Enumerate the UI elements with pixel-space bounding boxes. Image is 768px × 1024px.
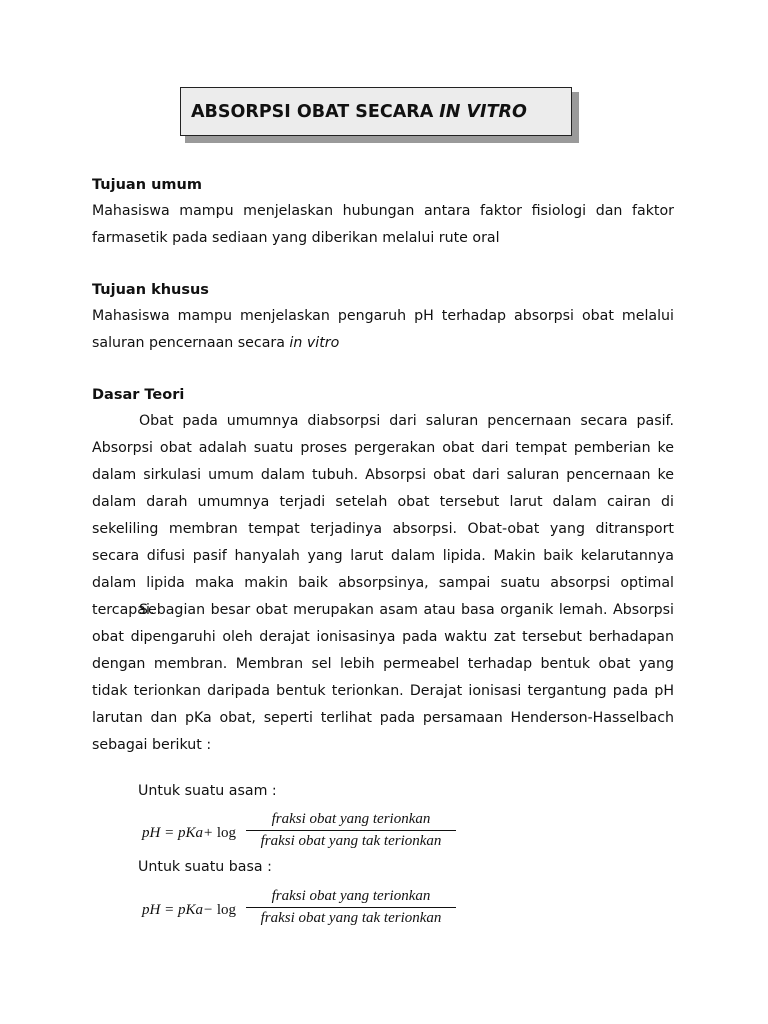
formula-acid-numerator: fraksi obat yang terionkan: [271, 811, 431, 827]
formula-acid-fraction: [246, 809, 456, 851]
formula-base-fraction: [246, 886, 456, 928]
text-tujuan-khusus-italic: in vitro: [289, 335, 340, 351]
paragraph-dasar-teori-2: Sebagian besar obat merupakan asam atau basa organik lemah. Absorpsi obat dipengaruhi oleh derajat ionisasinya pada waktu zat tersebut berhadapan dengan membran. Membran sel lebih permeabel terhadap bentuk obat yang tidak terionkan daripada bentuk terionkan. Derajat ionisasi tergantung pada pH larutan dan pKa obat, seperti terlihat pada persamaan Henderson-Hasselbach sebagai berikut :: [92, 602, 674, 753]
formula-base-log: log: [216, 902, 237, 918]
title-box: [180, 87, 572, 136]
heading-dasar-teori: Dasar Teori: [92, 387, 185, 403]
title-banner: [180, 87, 574, 138]
heading-tujuan-khusus: Tujuan khusus: [92, 282, 209, 298]
formula-base-lhs: [142, 902, 236, 919]
formula-acid-log: log: [216, 825, 237, 841]
formula-base-numerator: fraksi obat yang terionkan: [271, 888, 431, 904]
title-italic: IN VITRO: [439, 101, 527, 122]
formula-acid-lhs-text: pH = pKa+: [142, 825, 214, 841]
formula-base-denominator: fraksi obat yang tak terionkan: [260, 910, 442, 926]
title-main: ABSORPSI OBAT SECARA: [191, 101, 434, 122]
formula-acid-denominator: fraksi obat yang tak terionkan: [260, 833, 442, 849]
formula-acid-lhs: [142, 825, 236, 842]
heading-tujuan-umum: Tujuan umum: [92, 177, 202, 193]
formula-acid-label: Untuk suatu asam :: [138, 783, 277, 799]
text-tujuan-khusus: [92, 303, 674, 357]
paragraph-dasar-teori-1: Obat pada umumnya diabsorpsi dari saluran pencernaan secara pasif. Absorpsi obat adalah suatu proses pergerakan obat dari tempat pemberian ke dalam sirkulasi umum dalam tubuh. Absorpsi obat dari saluran pencernaan ke dalam darah umumnya terjadi setelah obat tersebut larut dalam cairan di sekeliling membran tempat terjadinya absorpsi. Obat-obat yang ditransport secara difusi pasif hanyalah yang larut dalam lipida. Makin baik kelarutannya dalam lipida maka makin baik absorpsinya, sampai suatu absorpsi optimal tercapai.: [92, 413, 674, 618]
formula-base-label: Untuk suatu basa :: [138, 859, 272, 875]
formula-base-lhs-text: pH = pKa−: [142, 902, 214, 918]
text-tujuan-khusus-main: Mahasiswa mampu menjelaskan pengaruh pH terhadap absorpsi obat melalui saluran pencernaan secara: [92, 308, 674, 351]
text-tujuan-umum: Mahasiswa mampu menjelaskan hubungan antara faktor fisiologi dan faktor farmasetik pada sediaan yang diberikan melalui rute oral: [92, 203, 674, 246]
